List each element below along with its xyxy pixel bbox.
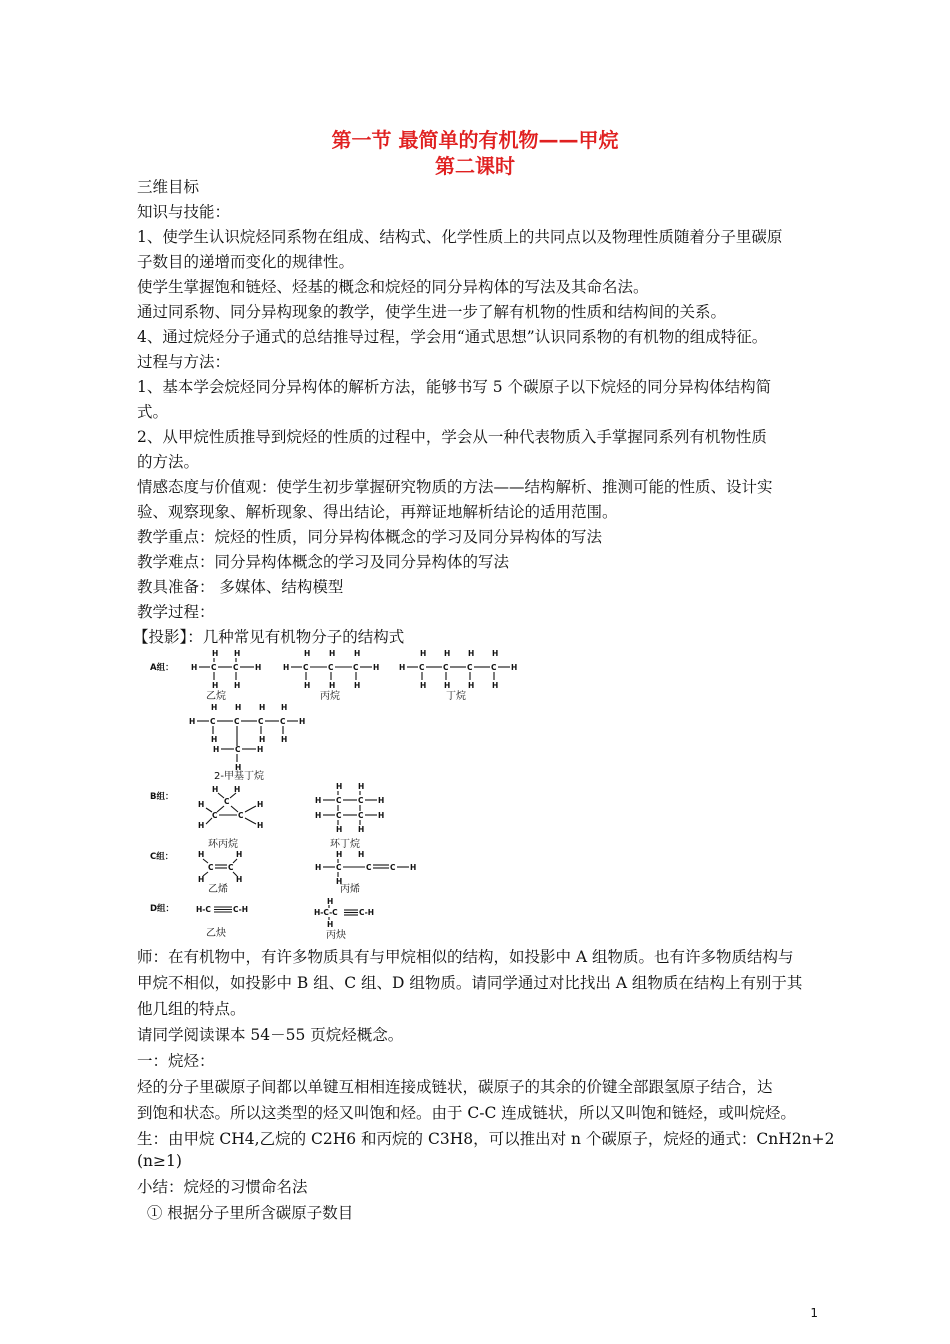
svg-text:H: H <box>198 821 205 830</box>
text-line: 情感态度与价值观：使学生初步掌握研究物质的方法——结构解析、推测可能的性质、设计实 <box>137 478 773 496</box>
doc-title: 第一节 最简单的有机物——甲烷 <box>331 128 619 152</box>
svg-text:C: C <box>419 663 425 672</box>
svg-text:C: C <box>303 663 309 672</box>
svg-text:C: C <box>366 863 372 872</box>
svg-text:H: H <box>212 649 219 658</box>
structural-formulas-figure <box>140 646 560 946</box>
name-butane: 丁烷 <box>446 691 466 702</box>
svg-text:H: H <box>304 649 311 658</box>
svg-text:H: H <box>234 785 241 794</box>
svg-text:H: H <box>259 735 266 744</box>
svg-text:H: H <box>492 681 499 690</box>
svg-text:C: C <box>390 863 396 872</box>
svg-text:C: C <box>210 717 216 726</box>
text-line: 一：烷烃： <box>137 1052 215 1070</box>
svg-text:H: H <box>315 811 322 820</box>
text-line: 【投影】：几种常见有机物分子的结构式 <box>133 628 405 646</box>
svg-text:H: H <box>257 821 264 830</box>
text-line: 小结：烷烃的习惯命名法 <box>137 1178 308 1196</box>
name-propane: 丙烷 <box>320 691 340 702</box>
svg-text:C: C <box>235 745 241 754</box>
svg-text:C: C <box>353 663 359 672</box>
svg-text:H: H <box>235 703 242 712</box>
group-label-a: A组： <box>150 663 174 673</box>
svg-text:C: C <box>336 811 342 820</box>
ethylene-formula <box>198 850 242 895</box>
svg-text:H: H <box>281 735 288 744</box>
svg-text:C: C <box>336 796 342 805</box>
text-line: 通过同系物、同分异构现象的教学，使学生进一步了解有机物的性质和结构间的关系。 <box>137 303 727 321</box>
text-line: 4、通过烷烃分子通式的总结推导过程，学会用“通式思想”认识同系物的有机物的组成特征。 <box>137 328 768 346</box>
svg-text:H: H <box>198 875 205 884</box>
butane-formula <box>399 649 517 702</box>
svg-text:H: H <box>329 649 336 658</box>
svg-text:H: H <box>304 681 311 690</box>
svg-text:C: C <box>224 797 230 806</box>
text-line: 子数目的递增而变化的规律性。 <box>137 253 355 271</box>
name-ethylene: 乙烯 <box>208 884 228 895</box>
svg-text:H: H <box>235 763 242 772</box>
svg-text:H: H <box>358 782 365 791</box>
text-line: 他几组的特点。 <box>137 1000 246 1018</box>
name-cyclobutane: 环丁烷 <box>330 839 360 850</box>
svg-text:H: H <box>212 785 219 794</box>
text-line: ① 根据分子里所含碳原子数目 <box>137 1204 354 1222</box>
svg-text:H: H <box>191 663 198 672</box>
propyne-formula <box>314 897 374 941</box>
text-line: 1、使学生认识烷烃同系物在组成、结构式、化学性质上的共同点以及物理性质随着分子里碳原 <box>137 228 783 246</box>
propylene-formula <box>315 850 416 895</box>
svg-text:H: H <box>444 681 451 690</box>
text-line: 请同学阅读课本 54－55 页烷烃概念。 <box>137 1026 404 1044</box>
svg-text:H: H <box>358 825 365 834</box>
svg-text:H: H <box>257 800 264 809</box>
svg-text:H: H <box>373 663 380 672</box>
group-label-c: C组： <box>150 852 174 862</box>
cyclobutane-formula <box>315 782 384 850</box>
svg-text:H: H <box>299 717 306 726</box>
name-propylene: 丙烯 <box>340 884 360 895</box>
svg-text:H: H <box>327 897 334 906</box>
svg-text:H: H <box>234 681 241 690</box>
name-propyne: 丙炔 <box>326 930 346 941</box>
ethane-formula <box>191 649 261 702</box>
svg-text:H: H <box>234 649 241 658</box>
svg-text:H: H <box>468 649 475 658</box>
group-label-d: D组： <box>150 904 175 914</box>
svg-text:H: H <box>511 663 518 672</box>
svg-text:C: C <box>212 811 218 820</box>
acetylene-formula <box>196 905 248 939</box>
svg-text:H: H <box>259 703 266 712</box>
svg-text:H: H <box>213 745 220 754</box>
svg-text:C: C <box>258 717 264 726</box>
text-line: 生：由甲烷 CH4,乙烷的 C2H6 和丙烷的 C3H8，可以推出对 n 个碳原子，烷烃的通式：CnH2n+2 <box>137 1130 835 1148</box>
text-line: 教学重点：烷烃的性质，同分异构体概念的学习及同分异构体的写法 <box>137 528 603 546</box>
svg-text:H: H <box>336 825 343 834</box>
svg-text:H: H <box>336 782 343 791</box>
svg-text:C-H: C-H <box>359 908 375 917</box>
svg-text:H-C: H-C <box>196 905 211 914</box>
text-line: 教学难点：同分异构体概念的学习及同分异构体的写法 <box>137 553 510 571</box>
svg-text:H: H <box>399 663 406 672</box>
svg-text:H-C-C: H-C-C <box>314 908 338 917</box>
svg-text:H: H <box>198 800 205 809</box>
name-ethane: 乙烷 <box>206 691 226 702</box>
doc-subtitle: 第二课时 <box>435 154 515 178</box>
text-line: 式。 <box>137 403 169 421</box>
svg-text:H: H <box>189 717 196 726</box>
svg-text:C-H: C-H <box>233 905 249 914</box>
svg-text:H: H <box>236 875 243 884</box>
text-line: 过程与方法： <box>137 353 231 371</box>
group-label-b: B组： <box>150 792 174 802</box>
svg-text:C: C <box>211 663 217 672</box>
name-acetylene: 乙炔 <box>206 928 226 939</box>
text-line: 教具准备： 多媒体、结构模型 <box>137 578 344 596</box>
svg-text:C: C <box>491 663 497 672</box>
svg-text:H: H <box>444 649 451 658</box>
svg-text:H: H <box>468 681 475 690</box>
text-line: 的方法。 <box>137 453 200 471</box>
propane-formula <box>283 649 379 702</box>
text-line: (n≥1) <box>137 1152 182 1170</box>
svg-text:H: H <box>420 681 427 690</box>
svg-text:C: C <box>443 663 449 672</box>
svg-text:H: H <box>410 863 417 872</box>
svg-text:C: C <box>280 717 286 726</box>
svg-text:C: C <box>358 811 364 820</box>
text-line: 使学生掌握饱和链烃、烃基的概念和烷烃的同分异构体的写法及其命名法。 <box>137 278 649 296</box>
name-cyclopropane: 环丙烷 <box>208 839 238 850</box>
svg-text:C: C <box>467 663 473 672</box>
svg-text:H: H <box>211 735 218 744</box>
text-line: 甲烷不相似，如投影中 B 组、C 组、D 组物质。请同学通过对比找出 A 组物质在结构上有别于其 <box>137 974 803 992</box>
svg-text:H: H <box>329 681 336 690</box>
text-line: 到饱和状态。所以这类型的烃又叫饱和烃。由于 C-C 连成链状，所以又叫饱和链烃，或叫烷烃。 <box>137 1104 796 1122</box>
text-line: 1、基本学会烷烃同分异构体的解析方法，能够书写 5 个碳原子以下烷烃的同分异构体结构简 <box>137 378 772 396</box>
svg-text:H: H <box>358 850 365 859</box>
text-line: 2、从甲烷性质推导到烷烃的性质的过程中，学会从一种代表物质入手掌握同系列有机物性质 <box>137 428 767 446</box>
svg-text:C: C <box>336 863 342 872</box>
text-line: 三维目标 <box>137 178 200 196</box>
svg-text:H: H <box>492 649 499 658</box>
svg-text:H: H <box>378 796 385 805</box>
svg-text:C: C <box>328 663 334 672</box>
text-line: 验、观察现象、解析现象、得出结论，再辩证地解析结论的适用范围。 <box>137 503 618 521</box>
svg-text:C: C <box>208 863 214 872</box>
svg-text:C: C <box>358 796 364 805</box>
svg-text:H: H <box>211 703 218 712</box>
text-line: 师：在有机物中，有许多物质具有与甲烷相似的结构，如投影中 A 组物质。也有许多物质结构与 <box>137 948 794 966</box>
cyclopropane-formula <box>198 785 263 850</box>
svg-text:H: H <box>257 745 264 754</box>
methylbutane-formula <box>189 703 305 782</box>
svg-text:H: H <box>336 877 343 886</box>
svg-text:H: H <box>236 850 243 859</box>
svg-text:C: C <box>238 811 244 820</box>
name-methylbutane: 2-甲基丁烷 <box>214 771 264 782</box>
svg-text:H: H <box>212 681 219 690</box>
svg-text:H: H <box>378 811 385 820</box>
svg-text:H: H <box>198 850 205 859</box>
svg-text:H: H <box>283 663 290 672</box>
svg-text:C: C <box>233 663 239 672</box>
text-line: 烃的分子里碳原子间都以单键互相相连接成链状，碳原子的其余的价键全部跟氢原子结合，达 <box>137 1078 773 1096</box>
svg-text:C: C <box>228 863 234 872</box>
svg-text:H: H <box>281 703 288 712</box>
svg-text:H: H <box>315 863 322 872</box>
svg-text:H: H <box>336 850 343 859</box>
svg-text:H: H <box>354 681 361 690</box>
svg-text:C: C <box>234 717 240 726</box>
svg-text:H: H <box>354 649 361 658</box>
page-number: 1 <box>810 1306 818 1320</box>
svg-text:H: H <box>255 663 262 672</box>
svg-text:H: H <box>315 796 322 805</box>
svg-text:H: H <box>420 649 427 658</box>
svg-text:H: H <box>327 920 334 929</box>
text-line: 教学过程： <box>137 603 215 621</box>
text-line: 知识与技能： <box>137 203 231 221</box>
